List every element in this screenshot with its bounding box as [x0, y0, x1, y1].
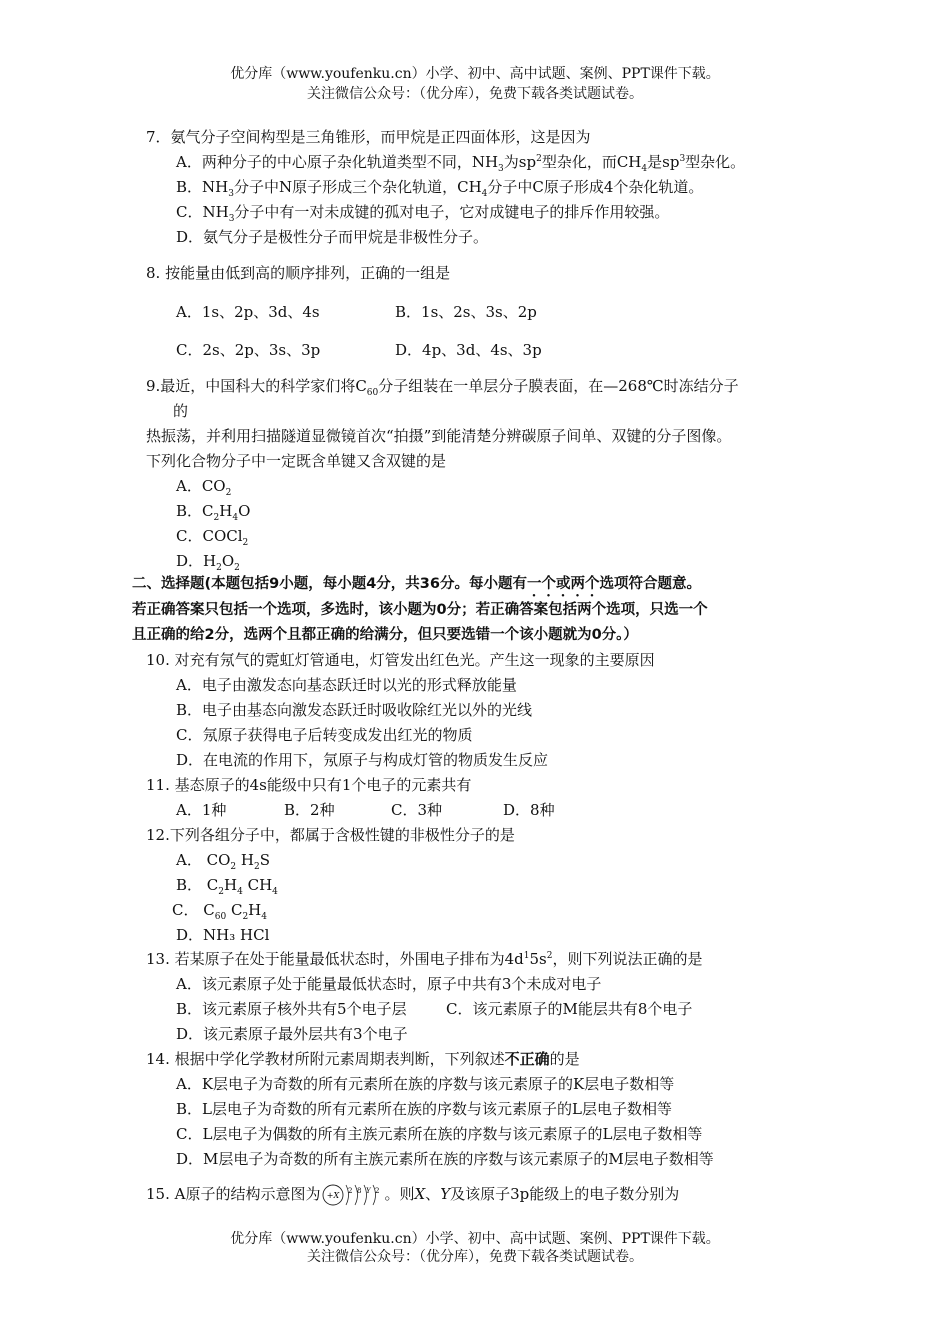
atom-structure-diagram — [322, 1182, 382, 1208]
q9-option-d: D．$H_2O_2$ — [176, 552, 240, 573]
q12-option-c: C． $C_{60}$ $C_2H_4$ — [172, 901, 267, 922]
q7-option-c: C．$NH_3$分子中有一对未成键的孤对电子，它对成键电子的排斥作用较强。 — [176, 203, 670, 224]
q11-stem: 11. 基态原子的4s能级中只有1个电子的元素共有 — [146, 776, 472, 794]
q8-option-b: B．1s、2s、3s、2p — [395, 303, 537, 321]
header-line-2: 关注微信公众号：（优分库），免费下载各类试题试卷。 — [307, 86, 643, 102]
q14-option-d: D．M层电子为奇数的所有主族元素所在族的序数与该元素原子的M层电子数相等 — [176, 1150, 714, 1168]
q9-stem-line-1: 9.最近，中国科大的科学家们将$C_{60}$分子组装在一单层分子膜表面，在—268℃时冻结分子 — [146, 377, 739, 398]
q9-stem-line-3: 下列化合物分子中一定既含单键又含双键的是 — [146, 452, 447, 470]
q10-stem: 10. 对充有氖气的霓虹灯管通电，灯管发出红色光。产生这一现象的主要原因 — [146, 651, 655, 669]
q13-option-a: A．该元素原子处于能量最低状态时，原子中共有3个未成对电子 — [176, 975, 602, 993]
q8-option-d: D．4p、3d、4s、3p — [395, 341, 542, 359]
q14-option-a: A．K层电子为奇数的所有元素所在族的序数与该元素原子的K层电子数相等 — [176, 1075, 675, 1093]
q7-option-b: B．$NH_3$分子中N原子形成三个杂化轨道，$CH_4$分子中C原子形成4个杂化轨道。 — [176, 178, 704, 199]
shell-2-count: 8 — [357, 1187, 362, 1195]
section2-heading-line-2: 若正确答案只包括一个选项，多选时，该小题为0分；若正确答案包括两个选项，只选一个 — [132, 602, 708, 618]
q12-stem: 12.下列各组分子中，都属于含极性键的非极性分子的是 — [146, 826, 515, 844]
q14-option-c: C．L层电子为偶数的所有主族元素所在族的序数与该元素原子的L层电子数相等 — [176, 1125, 703, 1143]
q10-option-a: A．电子由激发态向基态跃迁时以光的形式释放能量 — [176, 676, 517, 694]
q13-stem: 13. 若某原子在处于能量最低状态时，外围电子排布为$4d^15s^2$，则下列说法正确的是 — [146, 950, 703, 968]
emphasis-bold: 不正确 — [504, 1050, 550, 1068]
q11-option-d: D．8种 — [503, 801, 555, 819]
q7-option-a: A．两种分子的中心原子杂化轨道类型不同，$NH_3$为$sp^2$型杂化，而$CH_4$是$sp^3$型杂化。 — [176, 153, 746, 174]
q9-option-c: C．COCl$_2$ — [176, 527, 249, 548]
section2-heading-line-3: 且正确的给2分，选两个且都正确的给满分，但只要选错一个该小题就为0分。） — [132, 627, 638, 643]
shell-3-count: Y — [366, 1187, 372, 1195]
footer-line-2: 关注微信公众号：（优分库），免费下载各类试题试卷。 — [307, 1249, 643, 1265]
q9-stem-line-1-wrap: 的 — [173, 402, 189, 420]
q8-option-a: A．1s、2p、3d、4s — [176, 303, 320, 321]
shell-4-count: 2 — [375, 1187, 380, 1195]
emphasis-dotted: 一个或两个 — [526, 576, 600, 592]
q11-option-b: B．2种 — [284, 801, 335, 819]
q7-stem: 7．氨气分子空间构型是三角锥形，而甲烷是正四面体形，这是因为 — [146, 128, 591, 146]
q9-stem-line-2: 热振荡，并利用扫描隧道显微镜首次“拍摄”到能清楚分辨碳原子间单、双键的分子图像。 — [146, 427, 732, 445]
section2-heading-line-1: 二、选择题(本题包括9小题，每小题4分，共36分。每小题有一个或两个选项符合题意。 — [132, 576, 701, 592]
nucleus-charge: +X — [327, 1191, 340, 1200]
q10-option-d: D．在电流的作用下，氖原子与构成灯管的物质发生反应 — [176, 751, 549, 769]
header-line-1: 优分库（www.youfenku.cn）小学、初中、高中试题、案例、PPT课件下载。 — [230, 66, 720, 82]
q13-option-c: C．该元素原子的M能层共有8个电子 — [446, 1000, 693, 1018]
shell-1-count: 2 — [348, 1187, 353, 1195]
q9-option-a: A．$CO_2$ — [176, 477, 232, 498]
q14-option-b: B．L层电子为奇数的所有元素所在族的序数与该元素原子的L层电子数相等 — [176, 1100, 672, 1118]
q12-option-a: A． $CO_2$ $H_2S$ — [176, 851, 270, 872]
q8-stem: 8. 按能量由低到高的顺序排列，正确的一组是 — [146, 264, 451, 282]
q10-option-b: B．电子由基态向激发态跃迁时吸收除红光以外的光线 — [176, 701, 533, 719]
q8-option-c: C．2s、2p、3s、3p — [176, 341, 321, 359]
q14-stem: 14. 根据中学化学教材所附元素周期表判断，下列叙述不正确的是 — [146, 1050, 580, 1068]
footer-line-1: 优分库（www.youfenku.cn）小学、初中、高中试题、案例、PPT课件下载。 — [230, 1231, 720, 1247]
q10-option-c: C．氖原子获得电子后转变成发出红光的物质 — [176, 726, 473, 744]
q11-option-c: C．3种 — [391, 801, 443, 819]
q11-option-a: A．1种 — [176, 801, 227, 819]
q12-option-b: B． $C_2H_4$ $CH_4$ — [176, 876, 278, 897]
q13-option-d: D．该元素原子最外层共有3个电子 — [176, 1025, 408, 1043]
q13-option-b: B．该元素原子核外共有5个电子层 — [176, 1000, 407, 1018]
q15-stem: 15. A原子的结构示意图为 +X 2 8 Y 2 。则X、Y及该原子3p能级上的电子数分别为 — [146, 1182, 679, 1208]
q12-option-d: D．NH₃ HCl — [176, 926, 270, 944]
q7-option-d: D．氨气分子是极性分子而甲烷是非极性分子。 — [176, 228, 489, 246]
q9-option-b: B．$C_2H_4O$ — [176, 502, 251, 523]
